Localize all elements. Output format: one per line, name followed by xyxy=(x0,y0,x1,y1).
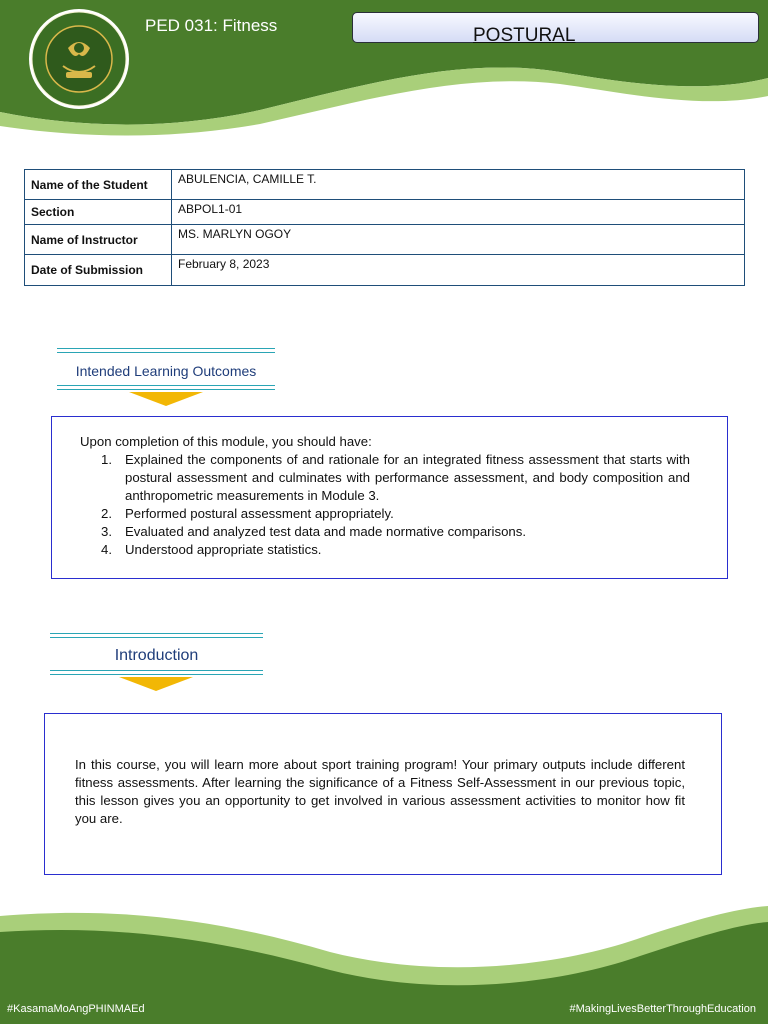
university-seal-icon xyxy=(28,8,130,110)
topic-title: POSTURAL xyxy=(473,25,576,46)
ilo-list xyxy=(80,451,690,559)
divider xyxy=(50,670,263,671)
list-item xyxy=(80,451,690,505)
table-row xyxy=(25,200,745,225)
list-text: Evaluated and analyzed test data and made normative comparisons. xyxy=(125,524,526,539)
divider xyxy=(57,385,275,386)
list-text: Performed postural assessment appropriately. xyxy=(125,506,394,521)
label-cell: Name of Instructor xyxy=(25,225,172,255)
list-number: 4. xyxy=(101,542,112,557)
list-item xyxy=(80,505,690,523)
course-title: PED 031: Fitness xyxy=(145,16,278,35)
ilo-intro: Upon completion of this module, you should have: xyxy=(80,434,372,449)
footer-hashtag-right: #MakingLivesBetterThroughEducation xyxy=(569,1003,756,1015)
table-row xyxy=(25,255,745,286)
divider xyxy=(57,348,275,349)
divider xyxy=(57,389,275,390)
table-row xyxy=(25,170,745,200)
value-cell: ABPOL1-01 xyxy=(172,200,745,225)
footer-hashtag-left: #KasamaMoAngPHINMAEd xyxy=(7,1003,145,1015)
ilo-box xyxy=(51,416,728,579)
student-info-table xyxy=(24,169,745,286)
value-cell: ABULENCIA, CAMILLE T. xyxy=(172,170,745,200)
label-cell: Name of the Student xyxy=(25,170,172,200)
table-row xyxy=(25,225,745,255)
label-cell: Section xyxy=(25,200,172,225)
list-item xyxy=(80,541,690,559)
list-number: 1. xyxy=(101,452,112,467)
list-number: 3. xyxy=(101,524,112,539)
triangle-marker-icon xyxy=(129,392,203,406)
list-text: Understood appropriate statistics. xyxy=(125,542,322,557)
introduction-heading: Introduction xyxy=(114,647,199,664)
introduction-section-header xyxy=(50,632,263,694)
divider xyxy=(57,352,275,353)
ilo-section-header xyxy=(57,347,275,407)
triangle-marker-icon xyxy=(119,677,193,691)
list-number: 2. xyxy=(101,506,112,521)
ilo-heading: Intended Learning Outcomes xyxy=(75,363,257,379)
divider xyxy=(50,637,263,638)
introduction-text: In this course, you will learn more about sport training program! Your primary outputs include different fitness assessments. After learning the significance of a Fitness Self-Assessment in our previous topic, this lesson gives you an opportunity to get involved in various assessment activities to monitor how fit you are. xyxy=(75,757,685,826)
divider xyxy=(50,674,263,675)
label-cell: Date of Submission xyxy=(25,255,172,286)
introduction-box xyxy=(44,713,722,875)
value-cell: February 8, 2023 xyxy=(172,255,745,286)
list-text: Explained the components of and rationale for an integrated fitness assessment that starts with postural assessment and culminates with performance assessment, and body composition and anthropometric measurements in Module 3. xyxy=(125,452,690,503)
value-cell: MS. MARLYN OGOY xyxy=(172,225,745,255)
list-item xyxy=(80,523,690,541)
topic-banner xyxy=(352,12,759,46)
divider xyxy=(50,633,263,634)
